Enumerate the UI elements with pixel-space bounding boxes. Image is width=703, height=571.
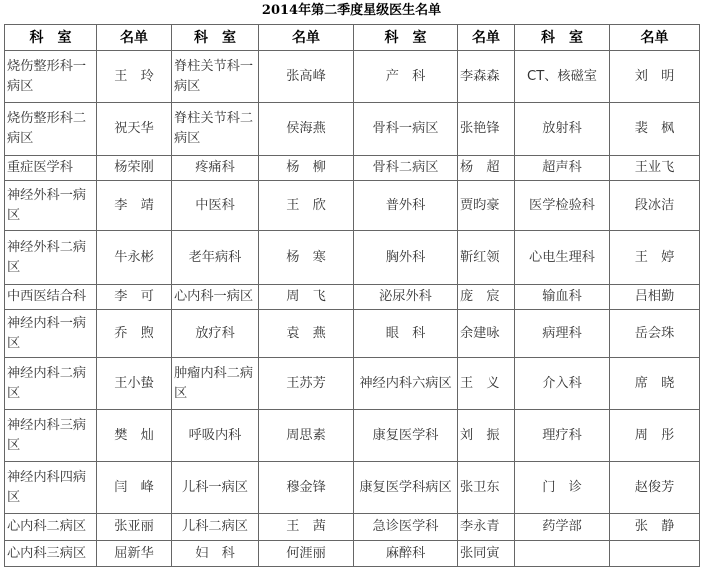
doctor-name-cell: 牛永彬 [97, 231, 172, 285]
doctor-name-cell: 靳红领 [458, 231, 515, 285]
department-cell: 神经内科六病区 [354, 358, 458, 410]
doctor-name-cell: 李永青 [458, 514, 515, 541]
department-cell: 超声科 [515, 156, 610, 181]
department-cell: 神经内科一病区 [5, 310, 97, 358]
doctor-name-cell: 余建咏 [458, 310, 515, 358]
doctor-name-cell: 樊 灿 [97, 410, 172, 462]
table-row [5, 285, 700, 310]
department-cell: 骨科一病区 [354, 103, 458, 156]
doctor-name-cell: 王 义 [458, 358, 515, 410]
doctor-name-cell: 王苏芳 [259, 358, 354, 410]
department-cell: 心电生理科 [515, 231, 610, 285]
table-row [5, 310, 700, 358]
doctor-name-cell: 杨 柳 [259, 156, 354, 181]
department-cell: 中医科 [172, 181, 259, 231]
department-cell: 康复医学科病区 [354, 462, 458, 514]
header-names: 名单 [259, 25, 354, 51]
department-cell: 放疗科 [172, 310, 259, 358]
department-cell: 门 诊 [515, 462, 610, 514]
department-cell: 呼吸内科 [172, 410, 259, 462]
doctor-name-cell: 张卫东 [458, 462, 515, 514]
table-row [5, 231, 700, 285]
header-department: 科 室 [172, 25, 259, 51]
department-cell: 康复医学科 [354, 410, 458, 462]
department-cell: 烧伤整形科一病区 [5, 51, 97, 103]
department-cell: 脊柱关节科二病区 [172, 103, 259, 156]
department-cell: 介入科 [515, 358, 610, 410]
table-row [5, 410, 700, 462]
doctor-name-cell: 刘 振 [458, 410, 515, 462]
doctor-name-cell: 闫 峰 [97, 462, 172, 514]
department-cell: 放射科 [515, 103, 610, 156]
table-header-row [5, 25, 700, 51]
department-cell: 肿瘤内科二病区 [172, 358, 259, 410]
doctor-name-cell: 何涯丽 [259, 541, 354, 567]
doctor-name-cell: 周思素 [259, 410, 354, 462]
doctor-name-cell: 段冰洁 [610, 181, 700, 231]
department-cell [515, 541, 610, 567]
doctor-name-cell: 杨荣刚 [97, 156, 172, 181]
doctor-name-cell: 祝天华 [97, 103, 172, 156]
doctor-name-cell: 李森森 [458, 51, 515, 103]
department-cell: 药学部 [515, 514, 610, 541]
department-cell: 妇 科 [172, 541, 259, 567]
department-cell: 神经内科四病区 [5, 462, 97, 514]
doctor-name-cell: 王业飞 [610, 156, 700, 181]
doctor-name-cell: 袁 燕 [259, 310, 354, 358]
doctor-name-cell: 周 飞 [259, 285, 354, 310]
table-row [5, 51, 700, 103]
department-cell: 儿科二病区 [172, 514, 259, 541]
doctor-name-cell: 侯海燕 [259, 103, 354, 156]
doctor-name-cell: 王 玲 [97, 51, 172, 103]
doctor-name-cell: 赵俊芳 [610, 462, 700, 514]
header-department: 科 室 [354, 25, 458, 51]
department-cell: 神经外科一病区 [5, 181, 97, 231]
doctor-name-cell: 乔 煦 [97, 310, 172, 358]
table-row [5, 103, 700, 156]
doctor-name-cell: 屈新华 [97, 541, 172, 567]
doctor-name-cell: 杨 超 [458, 156, 515, 181]
doctor-name-cell: 裴 枫 [610, 103, 700, 156]
department-cell: 中西医结合科 [5, 285, 97, 310]
department-cell: 输血科 [515, 285, 610, 310]
department-cell: 医学检验科 [515, 181, 610, 231]
table-row [5, 514, 700, 541]
department-cell: 理疗科 [515, 410, 610, 462]
doctor-name-cell: 周 彤 [610, 410, 700, 462]
department-cell: 心内科三病区 [5, 541, 97, 567]
doctor-name-cell: 岳会珠 [610, 310, 700, 358]
doctor-name-cell: 穆金锋 [259, 462, 354, 514]
doctor-name-cell: 杨 寒 [259, 231, 354, 285]
doctor-name-cell [610, 541, 700, 567]
doctor-name-cell: 王 欣 [259, 181, 354, 231]
doctor-name-cell: 张高峰 [259, 51, 354, 103]
star-doctor-table [4, 24, 700, 567]
table-row [5, 358, 700, 410]
doctor-name-cell: 贾昀豪 [458, 181, 515, 231]
doctor-name-cell: 席 晓 [610, 358, 700, 410]
department-cell: 麻醉科 [354, 541, 458, 567]
department-cell: 神经外科二病区 [5, 231, 97, 285]
doctor-name-cell: 张 静 [610, 514, 700, 541]
department-cell: 心内科二病区 [5, 514, 97, 541]
department-cell: 产 科 [354, 51, 458, 103]
department-cell: 胸外科 [354, 231, 458, 285]
header-names: 名单 [97, 25, 172, 51]
doctor-name-cell: 张同寅 [458, 541, 515, 567]
table-row [5, 181, 700, 231]
header-department: 科 室 [515, 25, 610, 51]
department-cell: 普外科 [354, 181, 458, 231]
header-names: 名单 [458, 25, 515, 51]
doctor-name-cell: 李 靖 [97, 181, 172, 231]
department-cell: CT、核磁室 [515, 51, 610, 103]
doctor-name-cell: 王 茜 [259, 514, 354, 541]
department-cell: 儿科一病区 [172, 462, 259, 514]
department-cell: 神经内科三病区 [5, 410, 97, 462]
header-names: 名单 [610, 25, 700, 51]
doctor-name-cell: 李 可 [97, 285, 172, 310]
doctor-name-cell: 吕相勤 [610, 285, 700, 310]
department-cell: 神经内科二病区 [5, 358, 97, 410]
department-cell: 急诊医学科 [354, 514, 458, 541]
department-cell: 老年病科 [172, 231, 259, 285]
department-cell: 烧伤整形科二病区 [5, 103, 97, 156]
doctor-name-cell: 庞 宸 [458, 285, 515, 310]
department-cell: 心内科一病区 [172, 285, 259, 310]
department-cell: 骨科二病区 [354, 156, 458, 181]
table-row [5, 462, 700, 514]
header-department: 科 室 [5, 25, 97, 51]
department-cell: 眼 科 [354, 310, 458, 358]
table-row [5, 156, 700, 181]
department-cell: 病理科 [515, 310, 610, 358]
doctor-name-cell: 张艳锋 [458, 103, 515, 156]
doctor-name-cell: 张亚丽 [97, 514, 172, 541]
department-cell: 疼痛科 [172, 156, 259, 181]
table-row [5, 541, 700, 567]
department-cell: 泌尿外科 [354, 285, 458, 310]
doctor-name-cell: 刘 明 [610, 51, 700, 103]
doctor-name-cell: 王小蛰 [97, 358, 172, 410]
page-title: 2014年第二季度星级医生名单 [261, 3, 442, 18]
doctor-name-cell: 王 婷 [610, 231, 700, 285]
department-cell: 重症医学科 [5, 156, 97, 181]
department-cell: 脊柱关节科一病区 [172, 51, 259, 103]
